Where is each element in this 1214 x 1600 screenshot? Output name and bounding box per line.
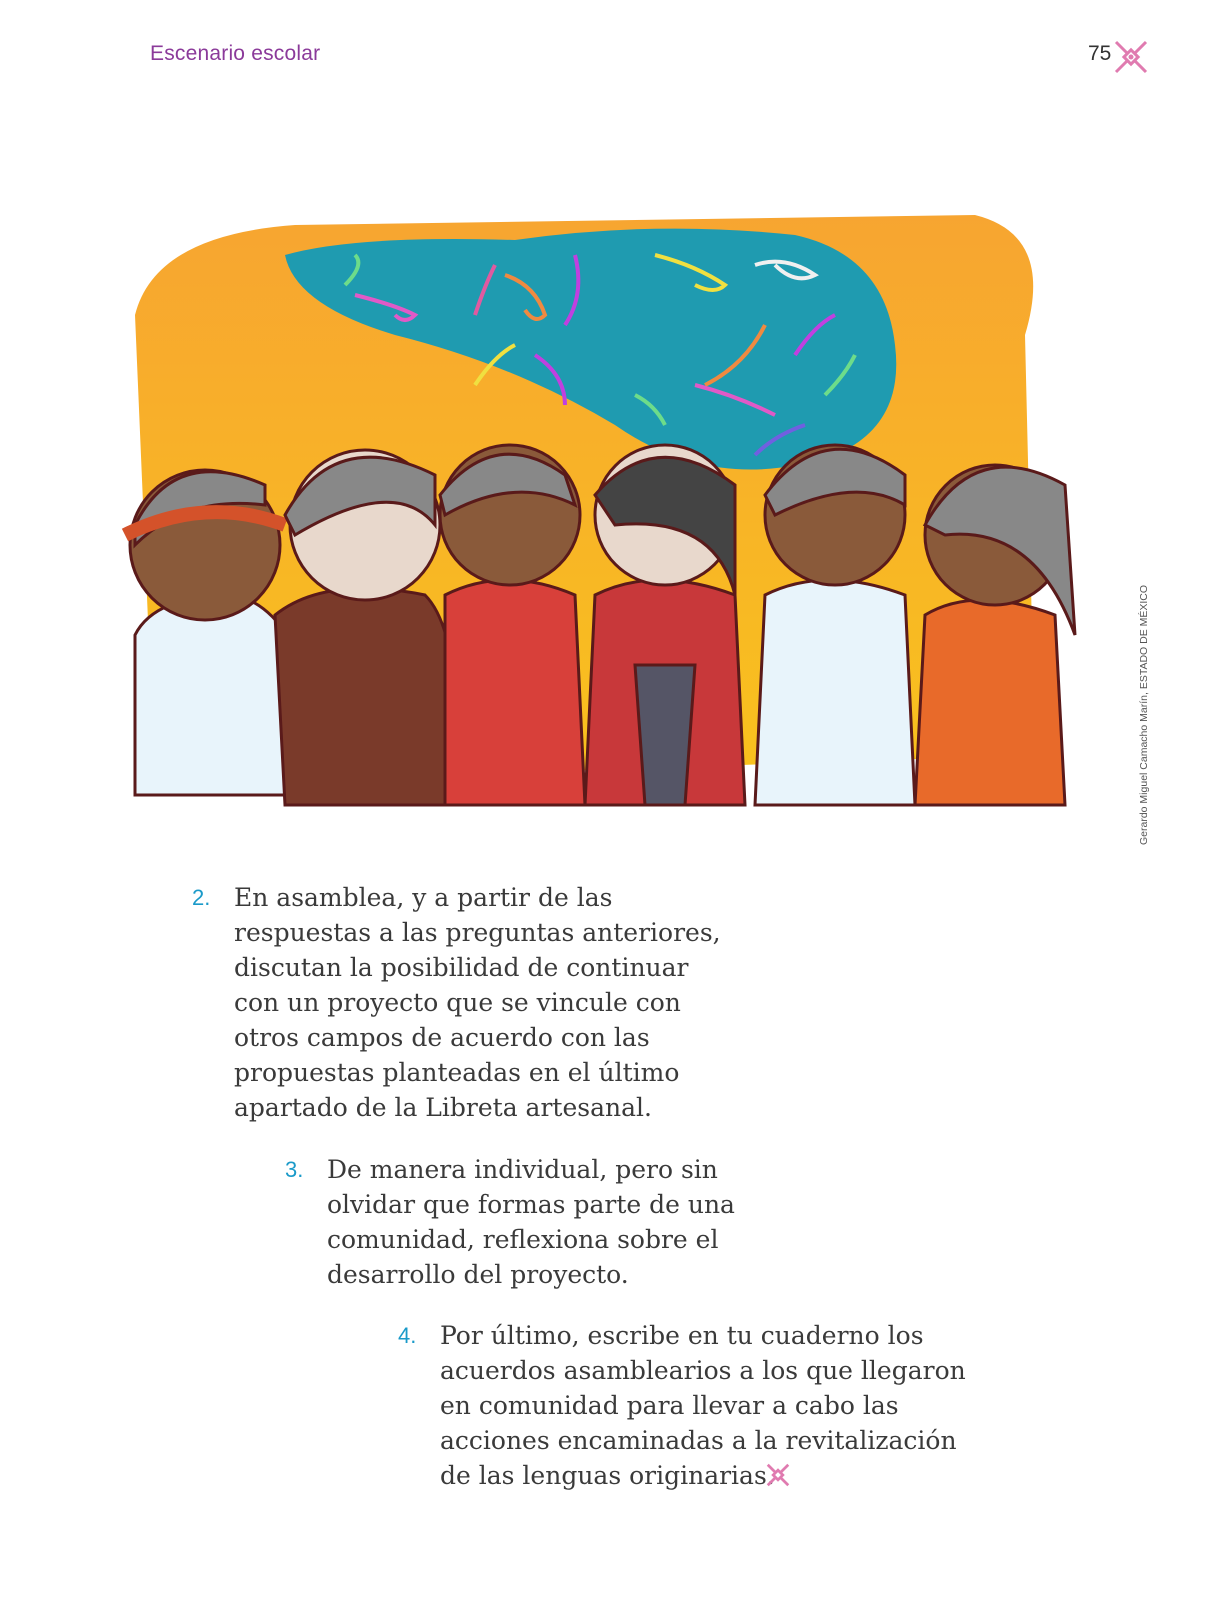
item-text-line: desarrollo del proyecto.	[327, 1260, 629, 1289]
illustration-credit: Gerardo Miguel Camacho Marín, ESTADO DE MÉXICO	[1138, 584, 1150, 845]
item-text-line: respuestas a las preguntas anteriores,	[234, 918, 721, 947]
list-item-3	[285, 1152, 735, 1292]
list-item-4	[398, 1318, 966, 1493]
item-text-line: apartado de la Libreta artesanal.	[234, 1093, 652, 1122]
section-title: Escenario escolar	[150, 42, 321, 65]
item-text-line: acciones encaminadas a la revitalización	[440, 1426, 957, 1455]
item-text-line: en comunidad para llevar a cabo las	[440, 1391, 899, 1420]
item-number: 3.	[285, 1157, 304, 1182]
item-number: 4.	[398, 1323, 417, 1348]
list-item-2	[192, 880, 721, 1125]
item-text-line: En asamblea, y a partir de las	[234, 883, 613, 912]
item-text-line: Por último, escribe en tu cuaderno los	[440, 1321, 924, 1350]
item-text-line: acuerdos asamblearios a los que llegaron	[440, 1356, 966, 1385]
header-ornament-icon	[1112, 38, 1150, 76]
item-text-line: comunidad, reflexiona sobre el	[327, 1225, 719, 1254]
item-number: 2.	[192, 885, 211, 910]
item-text-line: De manera individual, pero sin	[327, 1155, 718, 1184]
item-text-line: con un proyecto que se vincule con	[234, 988, 681, 1017]
item-text-line: propuestas planteadas en el último	[234, 1058, 680, 1087]
item-text-line: olvidar que formas parte de una	[327, 1190, 735, 1219]
item-text-line: de las lenguas originarias.	[440, 1461, 775, 1490]
item-text-line: discutan la posibilidad de continuar	[234, 953, 689, 982]
children-illustration	[95, 195, 1135, 845]
end-ornament-icon	[765, 1462, 791, 1488]
page-number: 75	[1088, 42, 1112, 65]
item-text-line: otros campos de acuerdo con las	[234, 1023, 650, 1052]
